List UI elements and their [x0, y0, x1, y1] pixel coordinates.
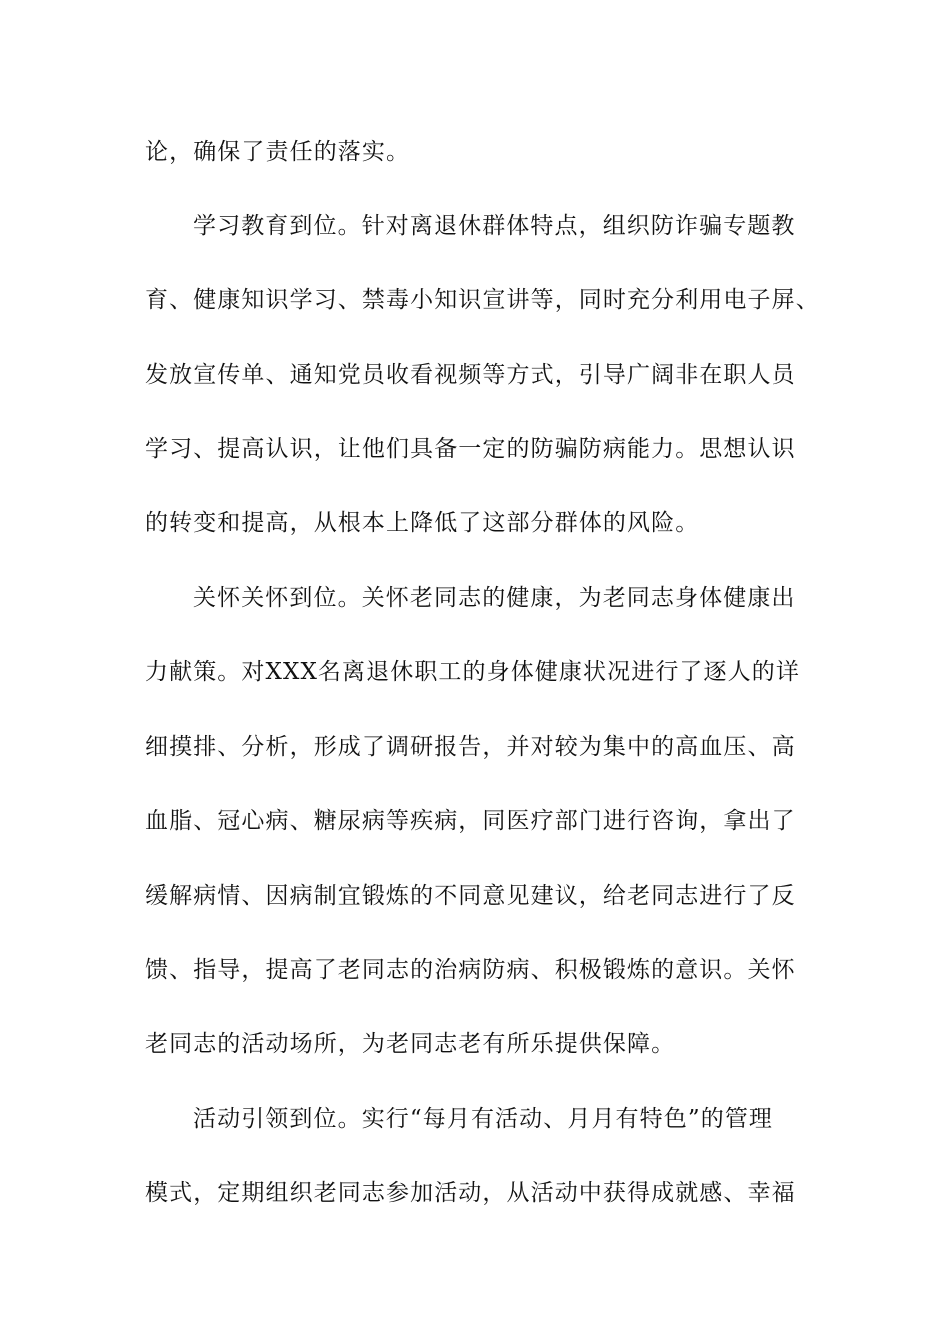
- text-line: 学习、提高认识，让他们具备一定的防骗防病能力。思想认识: [145, 436, 796, 462]
- text-line: 的转变和提高，从根本上降低了这部分群体的风险。: [145, 510, 700, 536]
- paragraph-first-line: 活动引领到位。实行“每月有活动、月月有特色”的管理: [193, 1106, 774, 1132]
- text-line: 缓解病情、因病制宜锻炼的不同意见建议，给老同志进行了反: [145, 883, 796, 909]
- text-line: 论，确保了责任的落实。: [145, 139, 411, 165]
- text-line: 老同志的活动场所，为老同志老有所乐提供保障。: [145, 1031, 676, 1057]
- paragraph-first-line: 学习教育到位。针对离退休群体特点，组织防诈骗专题教: [193, 213, 796, 239]
- paragraph-first-line: 关怀关怀到位。关怀老同志的健康，为老同志身体健康出: [193, 585, 796, 611]
- text-line: 细摸排、分析，形成了调研报告，并对较为集中的高血压、高: [145, 734, 796, 760]
- text-line: 血脂、冠心病、糖尿病等疾病，同医疗部门进行咨询，拿出了: [145, 808, 796, 834]
- text-line: 馈、指导，提高了老同志的治病防病、积极锻炼的意识。关怀: [145, 957, 796, 983]
- text-line: 发放宣传单、通知党员收看视频等方式，引导广阔非在职人员: [145, 362, 796, 388]
- text-line: 模式，定期组织老同志参加活动，从活动中获得成就感、幸福: [145, 1180, 796, 1206]
- text-line: 育、健康知识学习、禁毒小知识宣讲等，同时充分利用电子屏、: [145, 287, 820, 313]
- text-line: 力献策。对XXX名离退休职工的身体健康状况进行了逐人的详: [145, 659, 800, 685]
